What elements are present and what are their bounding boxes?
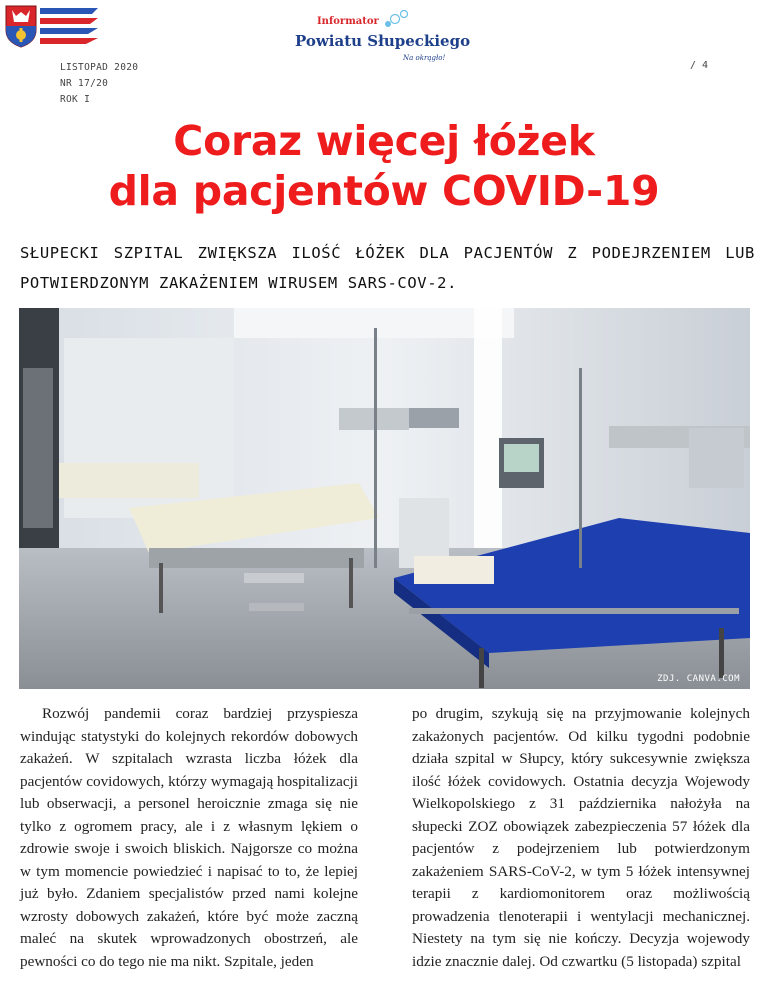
- issue-year: ROK I: [60, 94, 91, 105]
- issue-number: NR 17/20: [60, 78, 109, 89]
- article-column-right: po drugim, szykują się na przyjmowanie kolejnych zakażonych pacjentów. Od kilku tygodni podobnie działa szpital w Słupcy, który sukcesywnie zwiększa ilość łóżek covidowych. Ostatnia decyzja Wojewody Wielkopolskiego z 31 października nałożyła na słupecki ZOZ obowiązek zabezpieczenia 57 łóżek dla pacjentów z podejrzeniem lub potwierdzonym zakażeniem SARS-CoV-2, w tym 5 łóżek intensywnej terapii z kardiomonitorem oraz możliwością prowadzenia tlenoterapii i wentylacji mechanicznej. Niestety na tym się nie kończy. Decyzja wojewody idzie znacznie dalej. Od czwartku (5 listopada) szpital: [412, 705, 750, 970]
- photo-credit: ZDJ. CANVA.COM: [657, 674, 740, 684]
- masthead-title: Powiatu Słupeckiego: [295, 32, 471, 50]
- flag-stripes-icon: [40, 6, 98, 48]
- article-lead: SŁUPECKI SZPITAL ZWIĘKSZA ILOŚĆ ŁÓŻEK DLA PACJENTÓW Z PODEJRZENIEM LUB POTWIERDZONYM ZAKAŻENIEM WIRUSEM SARS-COV-2.: [20, 244, 755, 292]
- page-number: / 4: [690, 60, 709, 71]
- article-column-left: Rozwój pandemii coraz bardziej przyspiesza windując statystyki do kolejnych rekordów dobowych zakażeń. W szpitalach wzrasta liczba łóżek dla pacjentów covidowych, którzy wymagają hospitalizacji lub obserwacji, a personel heroicznie zmaga się nie tylko z ogromem pracy, ale i z własnym lękiem o zdrowie swoje i swoich bliskich. Najgorsze co można w tym momencie powiedzieć i napisać to to, że lepiej już było. Zdaniem specjalistów przed nami kolejne wzrosty dobowych zakażeń, które być może zaczną maleć na skutek wprowadzonych obostrzeń, ale pewności co do tego nie ma nikt. Szpitale, jeden: [20, 705, 358, 970]
- masthead-small: Informator: [317, 16, 379, 27]
- hospital-ward-photo: [19, 308, 750, 689]
- article-title: [0, 116, 768, 216]
- masthead-tagline: Na okrągło!: [403, 54, 446, 62]
- title-line-2: dla pacjentów COVID-19: [108, 167, 660, 215]
- bubbles-icon: [382, 8, 412, 30]
- coat-of-arms-icon: [4, 4, 38, 48]
- issue-info: [60, 60, 138, 108]
- masthead-logo: [260, 8, 500, 68]
- issue-date: LISTOPAD 2020: [60, 62, 139, 73]
- title-line-1: Coraz więcej łóżek: [173, 117, 595, 165]
